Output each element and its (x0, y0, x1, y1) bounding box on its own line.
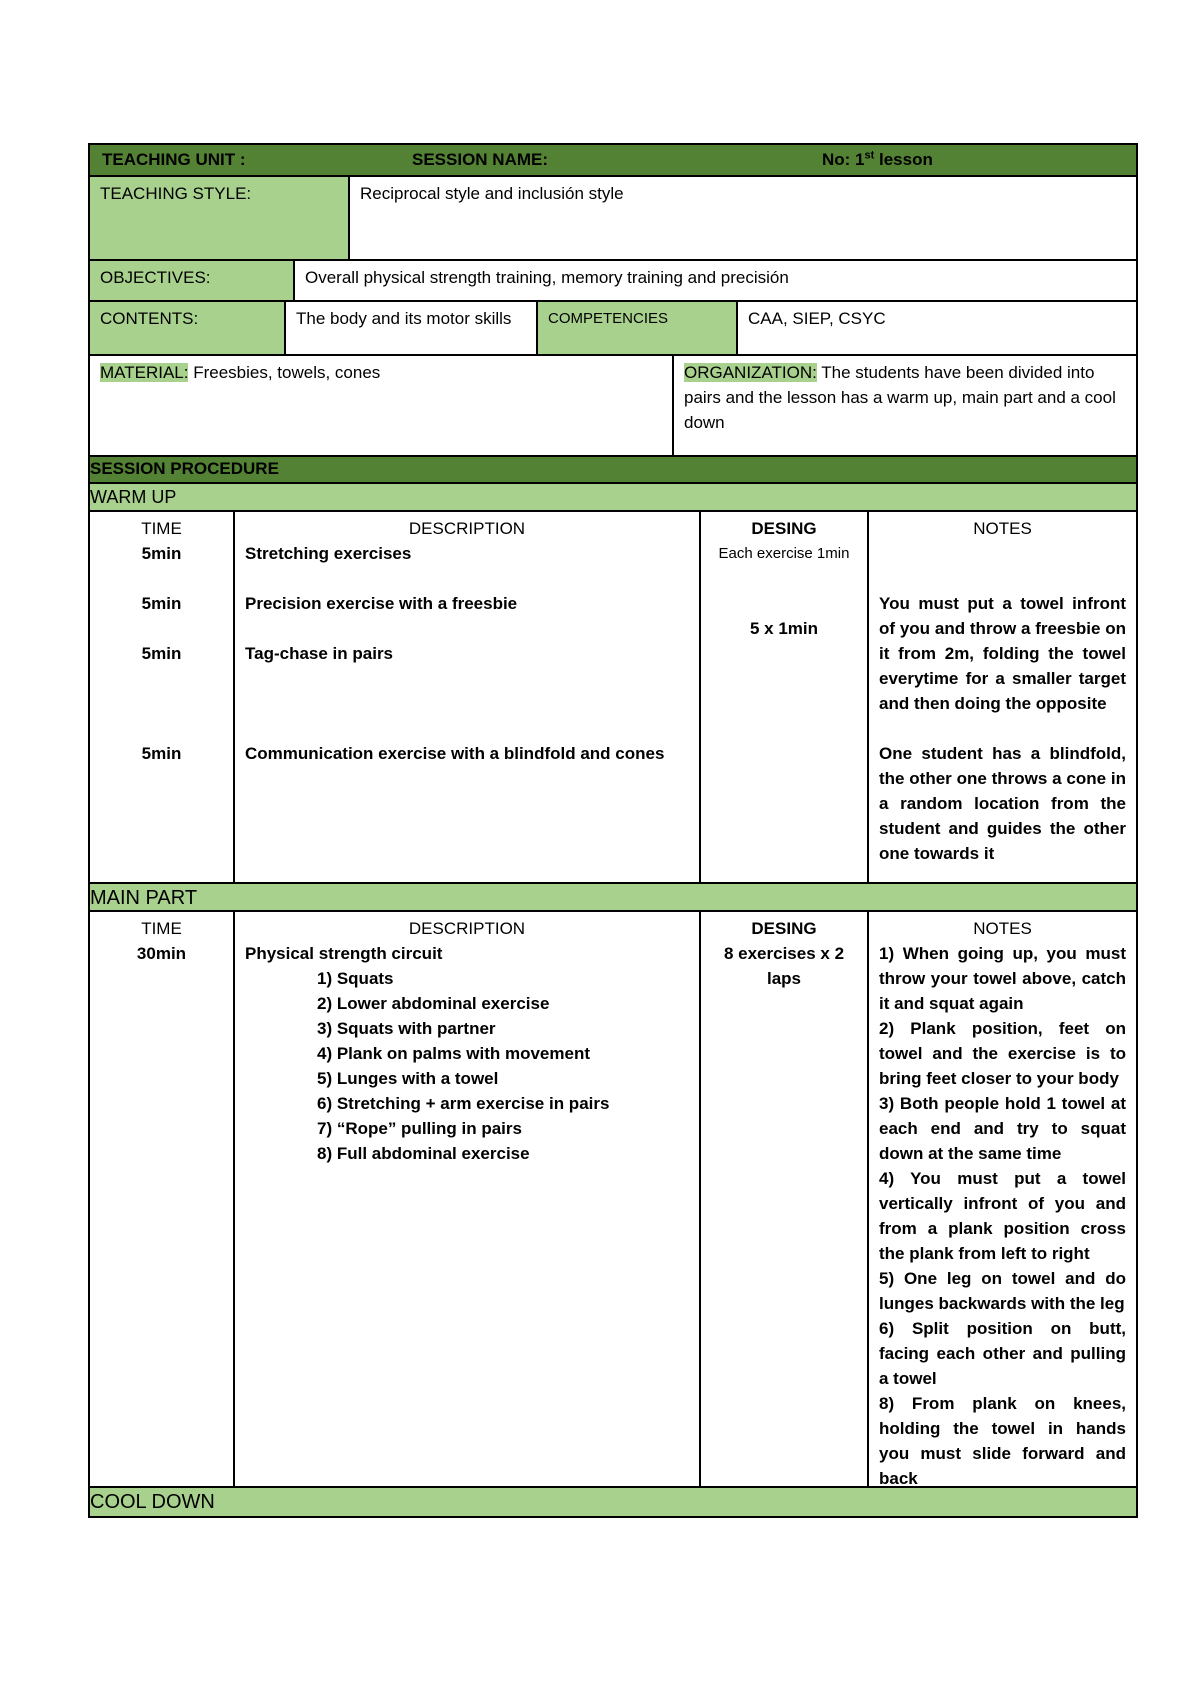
warm-up-note-1: You must put a towel infront of you and throw a freesbie on it from 2m, folding the towel everytime for a smaller target and then doing the opposite (879, 594, 1126, 713)
main-part-notes-column (867, 912, 1136, 1486)
design-header: DESING (751, 519, 817, 538)
main-note: 3) Both people hold 1 towel at each end and try to squat down at the same time (879, 1094, 1126, 1163)
warm-up-notes-column (867, 512, 1136, 882)
warm-up-desc-1: Stretching exercises (245, 544, 412, 563)
main-part-time: 30min (136, 944, 187, 963)
exercise-item: 2) Lower abdominal exercise (317, 994, 550, 1013)
competencies-label: COMPETENCIES (536, 302, 736, 354)
exercise-item: 8) Full abdominal exercise (317, 1144, 530, 1163)
lesson-number (810, 145, 1136, 175)
main-time-header: TIME (141, 919, 182, 938)
exercise-item: 1) Squats (317, 969, 394, 988)
session-procedure-title: SESSION PROCEDURE (90, 457, 1136, 484)
main-note: 1) When going up, you must throw your towel above, catch it and squat again (879, 944, 1126, 1013)
contents-label: CONTENTS: (90, 302, 284, 354)
main-part-description-column (233, 912, 699, 1486)
warm-up-design-2: 5 x 1min (749, 619, 819, 638)
objectives-value: Overall physical strength training, memory training and precisión (293, 261, 1136, 300)
teaching-unit-label: TEACHING UNIT : (102, 150, 246, 169)
warm-up-note-2: One student has a blindfold, the other one throws a cone in a random location from the student and guides the other one towards it (879, 744, 1126, 863)
warm-up-title: WARM UP (90, 484, 1136, 512)
objectives-label: OBJECTIVES: (90, 261, 293, 300)
description-header: DESCRIPTION (408, 519, 526, 538)
teaching-style-value: Reciprocal style and inclusión style (348, 177, 1136, 259)
lesson-number-sup: st (864, 149, 875, 162)
contents-value: The body and its motor skills (284, 302, 536, 354)
material-organization-row (90, 356, 1136, 457)
organization-label: ORGANIZATION: (684, 363, 817, 382)
main-description-header: DESCRIPTION (408, 919, 526, 938)
exercise-item: 5) Lunges with a towel (317, 1069, 499, 1088)
competencies-value: CAA, SIEP, CSYC (736, 302, 1136, 354)
warm-up-design-column (699, 512, 867, 882)
warm-up-desc-2: Precision exercise with a freesbie (245, 594, 518, 613)
time-header: TIME (141, 519, 182, 538)
main-part-table (90, 912, 1136, 1488)
warm-up-time-3: 5min (141, 644, 182, 663)
warm-up-table (90, 512, 1136, 884)
main-note: 4) You must put a towel vertically infront of you and from a plank position cross the plank from left to right (879, 1169, 1126, 1263)
exercise-item: 6) Stretching + arm exercise in pairs (317, 1094, 610, 1113)
circuit-title: Physical strength circuit (245, 944, 443, 963)
warm-up-time-4: 5min (141, 744, 182, 763)
warm-up-time-column (90, 512, 233, 882)
warm-up-desc-3: Tag-chase in pairs (245, 644, 394, 663)
exercise-item: 3) Squats with partner (317, 1019, 496, 1038)
organization-value: The students have been divided into pairs and the lesson has a warm up, main part and a cool down (684, 363, 1116, 432)
exercise-list (245, 966, 689, 1166)
main-note: 6) Split position on butt, facing each other and pulling a towel (879, 1319, 1126, 1388)
organization-cell (672, 356, 1136, 455)
main-note: 2) Plank position, feet on towel and the exercise is to bring feet closer to your body (879, 1019, 1126, 1088)
main-part-title: MAIN PART (90, 884, 1136, 912)
main-part-design: 8 exercises x 2 laps (723, 944, 845, 988)
material-cell (90, 356, 672, 455)
teaching-style-label: TEACHING STYLE: (90, 177, 348, 259)
lesson-plan-document (88, 143, 1138, 1518)
contents-row (90, 302, 1136, 356)
material-value: Freesbies, towels, cones (188, 363, 381, 382)
warm-up-time-2: 5min (141, 594, 182, 613)
teaching-style-row (90, 177, 1136, 261)
warm-up-description-column (233, 512, 699, 882)
header-row (90, 145, 1136, 177)
material-label: MATERIAL: (100, 363, 189, 382)
exercise-item: 7) “Rope” pulling in pairs (317, 1119, 522, 1138)
lesson-number-suffix: lesson (874, 150, 933, 169)
main-note: 8) From plank on knees, holding the towel in hands you must slide forward and back (879, 1394, 1126, 1488)
lesson-number-label: No: 1 (822, 150, 865, 169)
notes-header: NOTES (973, 519, 1032, 538)
warm-up-time-1: 5min (141, 544, 182, 563)
main-notes-header: NOTES (973, 919, 1032, 938)
session-name-label: SESSION NAME: (412, 150, 549, 169)
cool-down-title: COOL DOWN (90, 1488, 1136, 1516)
main-design-header: DESING (751, 919, 817, 938)
warm-up-desc-4: Communication exercise with a blindfold and cones (245, 744, 665, 763)
objectives-row (90, 261, 1136, 302)
main-part-time-column (90, 912, 233, 1486)
warm-up-design-1: Each exercise 1min (718, 545, 850, 562)
main-part-design-column (699, 912, 867, 1486)
main-note: 5) One leg on towel and do lunges backwards with the leg (879, 1269, 1126, 1313)
exercise-item: 4) Plank on palms with movement (317, 1044, 591, 1063)
